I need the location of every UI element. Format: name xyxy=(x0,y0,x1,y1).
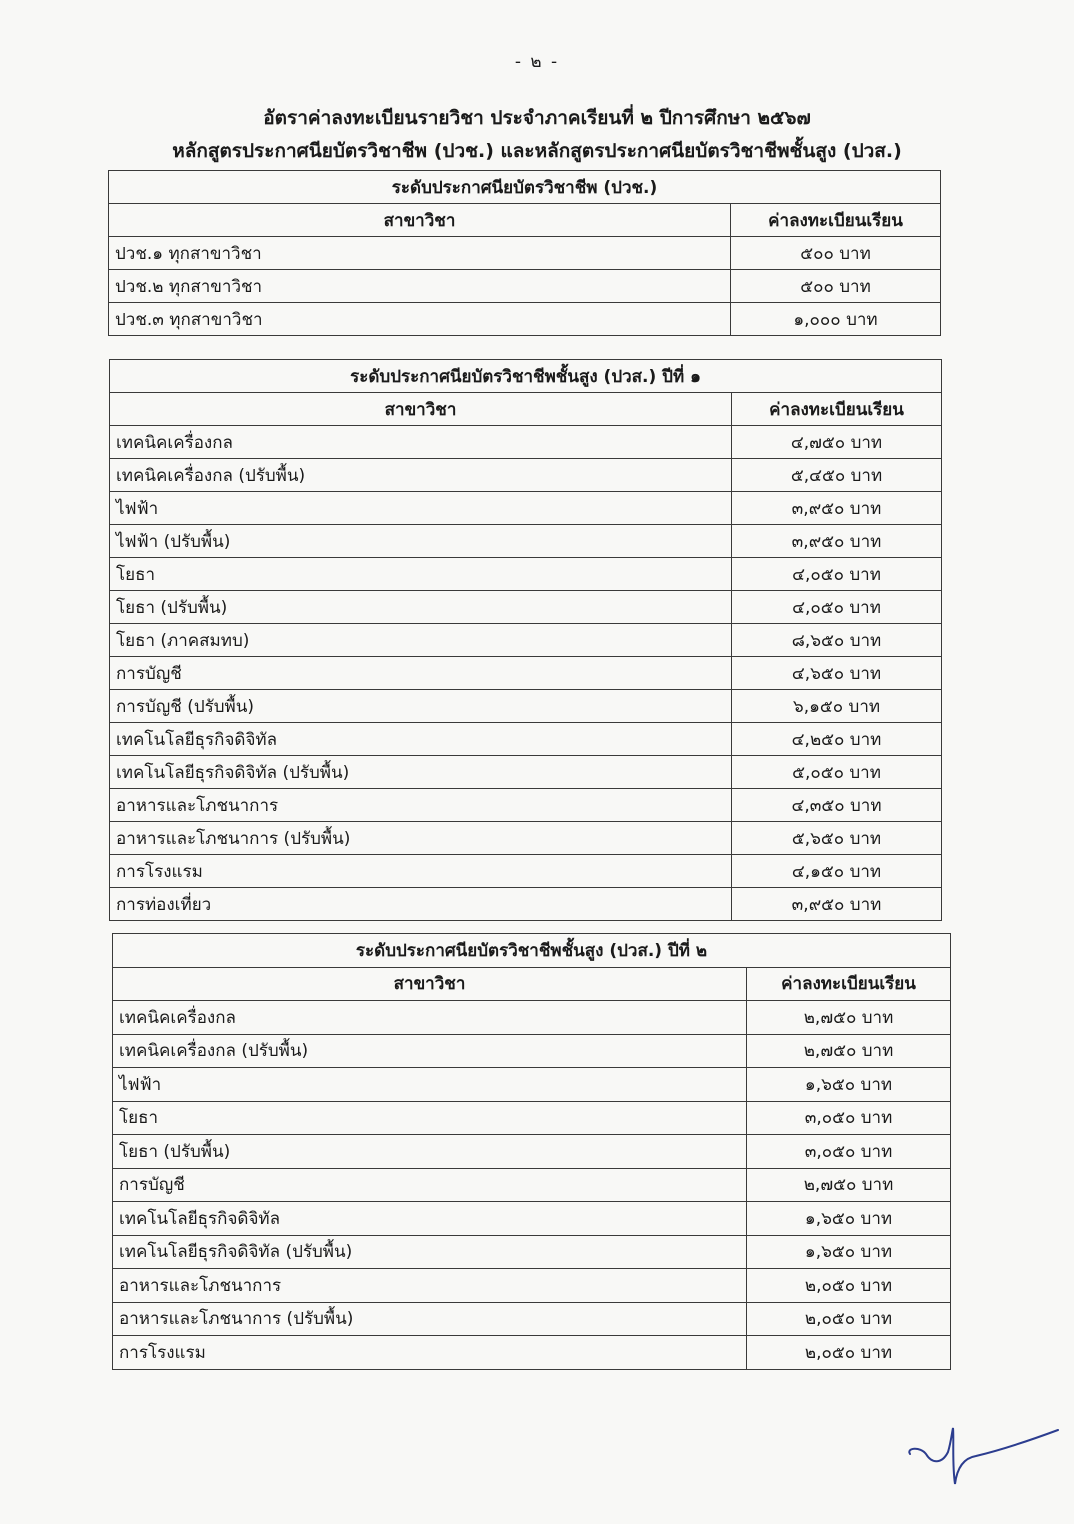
fee-cell: ๕,๖๕๐ บาท xyxy=(732,822,942,855)
major-cell: การบัญชี (ปรับพื้น) xyxy=(110,690,732,723)
major-cell: การโรงแรม xyxy=(110,855,732,888)
fee-cell: ๒,๗๕๐ บาท xyxy=(747,1168,951,1202)
table-row xyxy=(110,426,942,459)
major-cell: ไฟฟ้า xyxy=(113,1068,747,1102)
document-title: อัตราค่าลงทะเบียนรายวิชา ประจำภาคเรียนที่ ๒ ปีการศึกษา ๒๕๖๗ xyxy=(263,107,811,129)
table-row xyxy=(113,1001,951,1035)
column-header-fee: ค่าลงทะเบียนเรียน xyxy=(731,204,941,237)
fee-cell: ๓,๐๕๐ บาท xyxy=(747,1101,951,1135)
table-row xyxy=(110,591,942,624)
major-cell: เทคนิคเครื่องกล xyxy=(113,1001,747,1035)
table-row xyxy=(110,888,942,921)
major-cell: อาหารและโภชนาการ xyxy=(110,789,732,822)
major-cell: ปวช.๒ ทุกสาขาวิชา xyxy=(109,270,731,303)
table-heading: ระดับประกาศนียบัตรวิชาชีพชั้นสูง (ปวส.) ปีที่ ๒ xyxy=(113,934,951,968)
table-row xyxy=(113,1269,951,1303)
table-row xyxy=(110,690,942,723)
table-row xyxy=(113,1068,951,1102)
table-row xyxy=(110,492,942,525)
table-row xyxy=(110,855,942,888)
fee-cell: ๓,๙๕๐ บาท xyxy=(732,492,942,525)
fee-cell: ๓,๐๕๐ บาท xyxy=(747,1135,951,1169)
table-row xyxy=(113,1235,951,1269)
fee-cell: ๒,๗๕๐ บาท xyxy=(747,1001,951,1035)
major-cell: การบัญชี xyxy=(113,1168,747,1202)
major-cell: เทคนิคเครื่องกล xyxy=(110,426,732,459)
major-cell: อาหารและโภชนาการ (ปรับพื้น) xyxy=(110,822,732,855)
column-header-fee: ค่าลงทะเบียนเรียน xyxy=(732,393,942,426)
table-row xyxy=(113,1034,951,1068)
fee-cell: ๓,๙๕๐ บาท xyxy=(732,525,942,558)
column-header-major: สาขาวิชา xyxy=(113,967,747,1001)
fee-cell: ๕๐๐ บาท xyxy=(731,270,941,303)
major-cell: เทคโนโลยีธุรกิจดิจิทัล (ปรับพื้น) xyxy=(110,756,732,789)
fee-cell: ๔,๐๕๐ บาท xyxy=(732,558,942,591)
table-row xyxy=(113,1101,951,1135)
table-row xyxy=(110,822,942,855)
table-row xyxy=(110,558,942,591)
major-cell: ปวช.๑ ทุกสาขาวิชา xyxy=(109,237,731,270)
fee-cell: ๕๐๐ บาท xyxy=(731,237,941,270)
fee-cell: ๔,๒๕๐ บาท xyxy=(732,723,942,756)
fee-cell: ๑,๖๕๐ บาท xyxy=(747,1202,951,1236)
major-cell: การบัญชี xyxy=(110,657,732,690)
table-body xyxy=(109,237,941,336)
fee-cell: ๑,๐๐๐ บาท xyxy=(731,303,941,336)
fee-cell: ๔,๑๕๐ บาท xyxy=(732,855,942,888)
fee-table-high-vocational-year2 xyxy=(112,933,951,1370)
major-cell: การโรงแรม xyxy=(113,1336,747,1370)
table-row xyxy=(110,789,942,822)
fee-cell: ๕,๐๕๐ บาท xyxy=(732,756,942,789)
signature-mark xyxy=(906,1424,1062,1494)
table-heading: ระดับประกาศนียบัตรวิชาชีพชั้นสูง (ปวส.) ปีที่ ๑ xyxy=(110,360,942,393)
major-cell: ไฟฟ้า (ปรับพื้น) xyxy=(110,525,732,558)
major-cell: โยธา (ปรับพื้น) xyxy=(113,1135,747,1169)
fee-cell: ๔,๐๕๐ บาท xyxy=(732,591,942,624)
major-cell: เทคนิคเครื่องกล (ปรับพื้น) xyxy=(113,1034,747,1068)
table-row xyxy=(110,723,942,756)
table-row xyxy=(109,303,941,336)
major-cell: อาหารและโภชนาการ xyxy=(113,1269,747,1303)
fee-cell: ๔,๗๕๐ บาท xyxy=(732,426,942,459)
table-row xyxy=(113,1168,951,1202)
major-cell: ไฟฟ้า xyxy=(110,492,732,525)
fee-cell: ๒,๗๕๐ บาท xyxy=(747,1034,951,1068)
column-header-fee: ค่าลงทะเบียนเรียน xyxy=(747,967,951,1001)
fee-cell: ๑,๖๕๐ บาท xyxy=(747,1235,951,1269)
table-row xyxy=(110,756,942,789)
fee-cell: ๒,๐๕๐ บาท xyxy=(747,1269,951,1303)
column-header-major: สาขาวิชา xyxy=(110,393,732,426)
table-row xyxy=(110,459,942,492)
table-row xyxy=(113,1336,951,1370)
table-body xyxy=(110,426,942,921)
fee-cell: ๕,๔๕๐ บาท xyxy=(732,459,942,492)
fee-table-vocational xyxy=(108,170,941,336)
major-cell: โยธา xyxy=(110,558,732,591)
fee-cell: ๘,๖๕๐ บาท xyxy=(732,624,942,657)
table-row xyxy=(110,657,942,690)
major-cell: ปวช.๓ ทุกสาขาวิชา xyxy=(109,303,731,336)
document-subtitle: หลักสูตรประกาศนียบัตรวิชาชีพ (ปวช.) และหลักสูตรประกาศนียบัตรวิชาชีพชั้นสูง (ปวส.) xyxy=(172,140,902,162)
fee-cell: ๒,๐๕๐ บาท xyxy=(747,1302,951,1336)
fee-cell: ๔,๓๕๐ บาท xyxy=(732,789,942,822)
table-row xyxy=(113,1302,951,1336)
fee-cell: ๒,๐๕๐ บาท xyxy=(747,1336,951,1370)
major-cell: เทคนิคเครื่องกล (ปรับพื้น) xyxy=(110,459,732,492)
major-cell: เทคโนโลยีธุรกิจดิจิทัล xyxy=(113,1202,747,1236)
major-cell: โยธา xyxy=(113,1101,747,1135)
fee-cell: ๖,๑๕๐ บาท xyxy=(732,690,942,723)
fee-cell: ๓,๙๕๐ บาท xyxy=(732,888,942,921)
major-cell: โยธา (ปรับพื้น) xyxy=(110,591,732,624)
table-body xyxy=(113,1001,951,1370)
table-row xyxy=(113,1135,951,1169)
table-row xyxy=(109,237,941,270)
table-row xyxy=(113,1202,951,1236)
major-cell: อาหารและโภชนาการ (ปรับพื้น) xyxy=(113,1302,747,1336)
table-row xyxy=(110,624,942,657)
major-cell: การท่องเที่ยว xyxy=(110,888,732,921)
fee-cell: ๑,๖๕๐ บาท xyxy=(747,1068,951,1102)
page-number: - ๒ - xyxy=(514,52,560,72)
fee-table-high-vocational-year1 xyxy=(109,359,942,921)
table-row xyxy=(109,270,941,303)
column-header-major: สาขาวิชา xyxy=(109,204,731,237)
table-row xyxy=(110,525,942,558)
major-cell: เทคโนโลยีธุรกิจดิจิทัล (ปรับพื้น) xyxy=(113,1235,747,1269)
table-heading: ระดับประกาศนียบัตรวิชาชีพ (ปวช.) xyxy=(109,171,941,204)
major-cell: โยธา (ภาคสมทบ) xyxy=(110,624,732,657)
fee-cell: ๔,๖๕๐ บาท xyxy=(732,657,942,690)
major-cell: เทคโนโลยีธุรกิจดิจิทัล xyxy=(110,723,732,756)
